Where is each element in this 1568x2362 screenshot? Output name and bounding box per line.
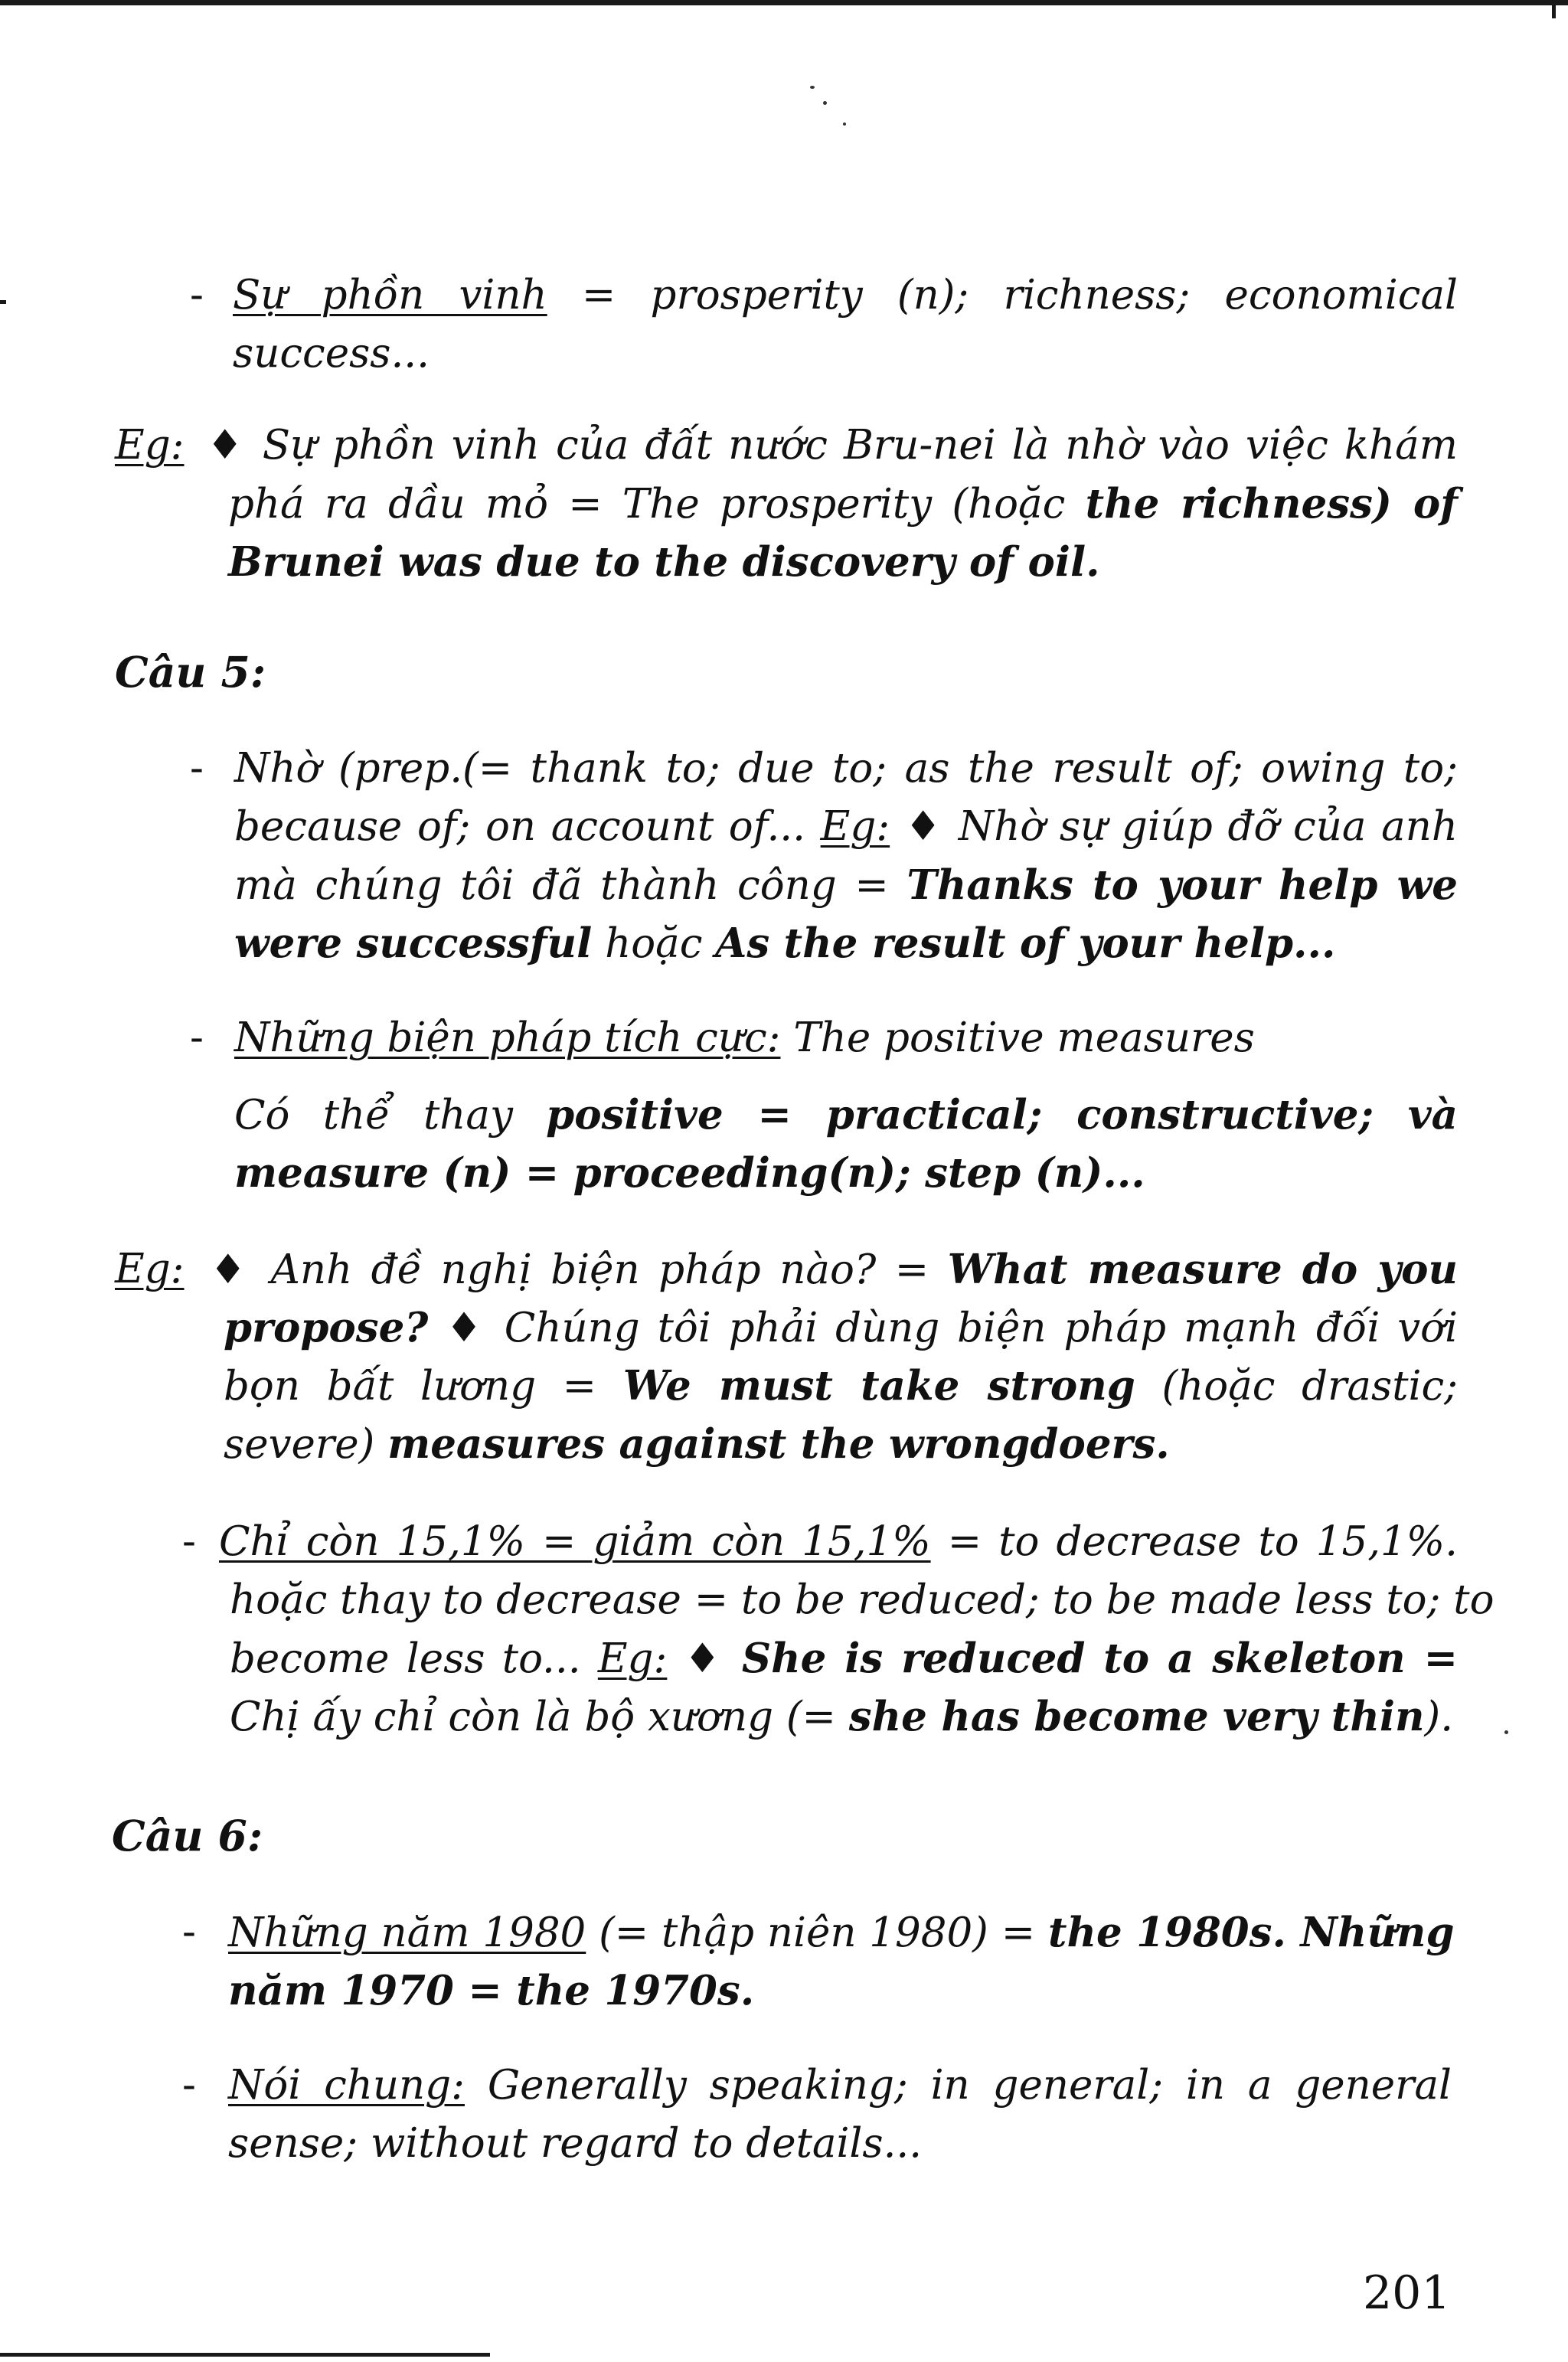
entry-1980s: Những năm 1980 (= thập niên 1980) = the 1980s. Những bbox=[228, 1909, 1455, 1956]
example-label: Eg: bbox=[115, 422, 185, 469]
vocab-definition: Generally speaking; in general; in a general bbox=[464, 2062, 1452, 2109]
scan-speck bbox=[1504, 1730, 1508, 1734]
bullet-icon: ♦ bbox=[207, 422, 247, 469]
top-border-tick bbox=[1552, 0, 1556, 18]
example-line: propose? ♦ Chúng tôi phải dùng biện pháp mạnh đối với bbox=[224, 1304, 1459, 1351]
entry-decrease-line: become less to... Eg: ♦ She is reduced to a skeleton = bbox=[230, 1635, 1458, 1682]
example-line: ♦ Anh đề nghị biện pháp nào? = What measure do you bbox=[210, 1246, 1459, 1293]
example-label: Eg: bbox=[597, 1635, 668, 1682]
list-dash: - bbox=[182, 1518, 196, 1565]
example-line: ♦ Sự phồn vinh của đất nước Bru-nei là nhờ vào việc khám bbox=[207, 422, 1458, 469]
entry-nho-line: because of; on account of... Eg: ♦ Nhờ sự giúp đỡ của anh bbox=[234, 803, 1458, 850]
example-line: severe) measures against the wrongdoers. bbox=[224, 1420, 1170, 1468]
list-dash: - bbox=[190, 272, 204, 319]
example-label: Eg: bbox=[115, 1246, 185, 1292]
entry-generally-line: sense; without regard to details... bbox=[228, 2120, 923, 2167]
list-dash: - bbox=[190, 1014, 204, 1061]
vocab-definition: = to decrease to 15,1%. bbox=[930, 1518, 1458, 1565]
scan-speck bbox=[810, 86, 815, 89]
page-number: 201 bbox=[1363, 2266, 1451, 2320]
entry-positive-measures bbox=[234, 1009, 1255, 1067]
entry-nho-line: were successful hoặc As the result of your help... bbox=[234, 920, 1336, 967]
bottom-border-rule bbox=[0, 2353, 490, 2357]
section-heading: Câu 5: bbox=[115, 647, 266, 697]
scan-speck bbox=[823, 101, 827, 105]
entry-1980s-line: năm 1970 = the 1970s. bbox=[228, 1967, 755, 2014]
vocab-term: Chỉ còn 15,1% = giảm còn 15,1% bbox=[219, 1518, 931, 1565]
vocab-term: Nói chung: bbox=[228, 2062, 465, 2109]
bullet-icon: ♦ bbox=[904, 803, 944, 850]
bullet-icon: ♦ bbox=[684, 1635, 725, 1682]
vocab-definition: = prosperity (n); richness; economical bbox=[581, 272, 1458, 319]
vocab-term: Những năm 1980 bbox=[228, 1910, 586, 1956]
example-line: bọn bất lương = We must take strong (hoặc drastic; bbox=[224, 1362, 1458, 1410]
example-label: Eg: bbox=[820, 803, 890, 850]
list-dash: - bbox=[182, 2062, 196, 2109]
list-dash: - bbox=[190, 745, 204, 792]
list-dash: - bbox=[182, 1909, 196, 1955]
entry-generally bbox=[228, 2057, 1452, 2115]
example-line: phá ra dầu mỏ = The prosperity (hoặc the richness) of bbox=[228, 480, 1458, 528]
entry-decrease-line: hoặc thay to decrease = to be reduced; to be made less to; to bbox=[230, 1576, 1494, 1623]
example-line: Brunei was due to the discovery of oil. bbox=[228, 538, 1100, 586]
entry-decrease bbox=[219, 1513, 1458, 1571]
entry-nho-line: mà chúng tôi đã thành công = Thanks to your help we bbox=[234, 861, 1458, 909]
bullet-icon: ♦ bbox=[446, 1305, 487, 1351]
note-line: measure (n) = proceeding(n); step (n)... bbox=[234, 1149, 1145, 1197]
entry-prosperity-cont: success... bbox=[233, 330, 430, 377]
vocab-term: Sự phồn vinh bbox=[233, 272, 547, 319]
entry-nho: Nhờ (prep.(= thank to; due to; as the result of; owing to; bbox=[234, 745, 1458, 792]
note-line: Có thể thay positive = practical; constructive; và bbox=[234, 1091, 1458, 1139]
scan-speck bbox=[843, 123, 846, 126]
entry-prosperity bbox=[233, 266, 1458, 325]
left-margin-mark bbox=[0, 300, 6, 304]
vocab-term: Những biện pháp tích cực: bbox=[234, 1014, 781, 1061]
entry-decrease-line: Chị ấy chỉ còn là bộ xương (= she has become very thin). bbox=[230, 1693, 1454, 1740]
section-heading: Câu 6: bbox=[112, 1811, 263, 1861]
bullet-icon: ♦ bbox=[210, 1246, 253, 1293]
top-border-rule bbox=[0, 0, 1568, 5]
vocab-definition: The positive measures bbox=[780, 1014, 1255, 1061]
